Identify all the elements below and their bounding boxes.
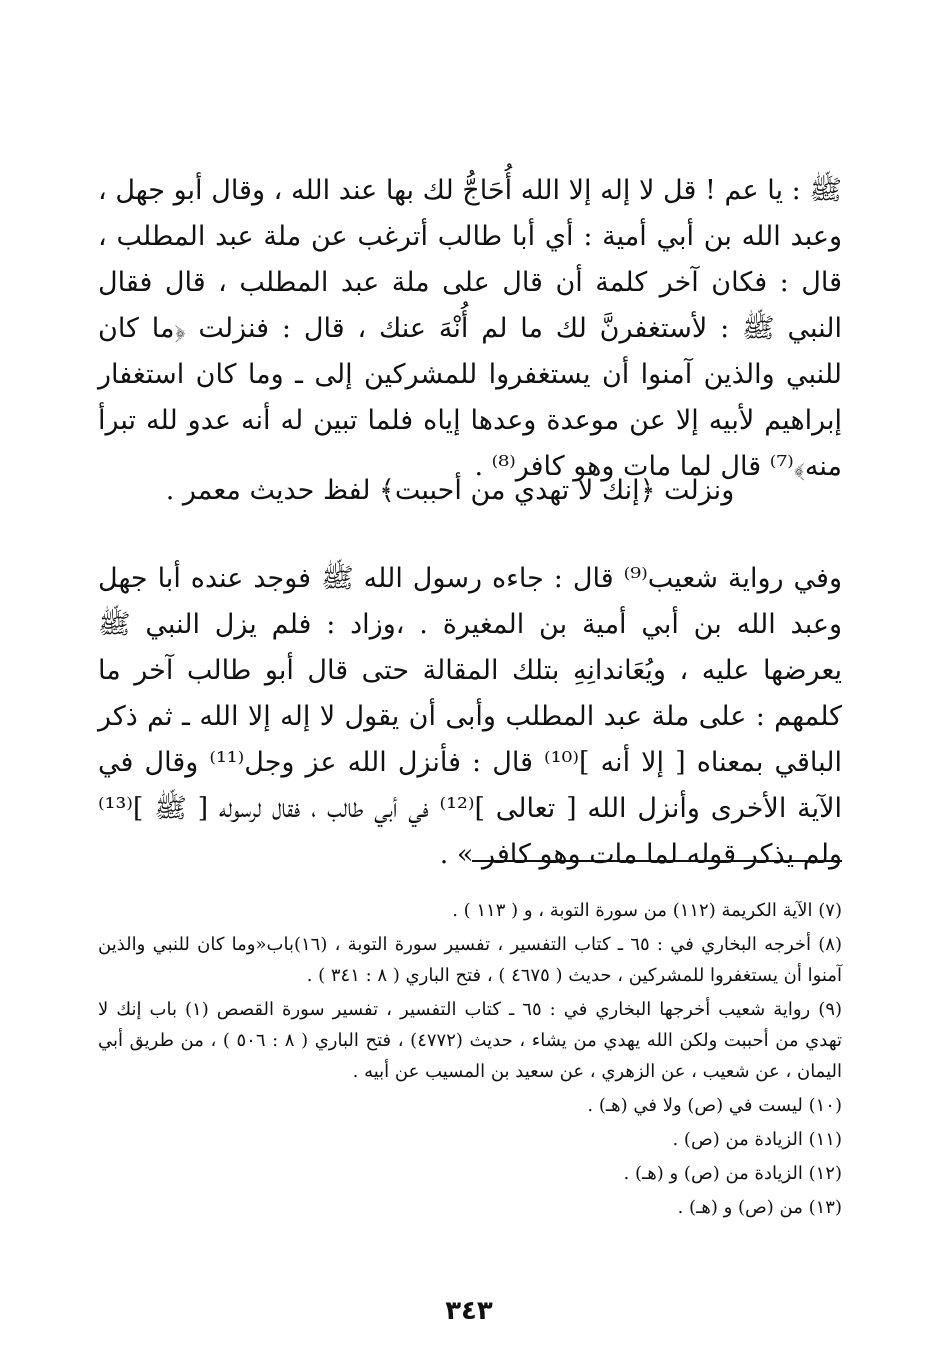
main-paragraph-2 xyxy=(98,468,842,514)
footnote-divider xyxy=(472,860,842,862)
footnote-8: (٨) أخرجه البخاري في : ٦٥ ـ كتاب التفسير ، تفسير سورة التوبة ، (١٦)باب«وما كان للنبي والذين آمنوا أن يستغفروا للمشركين ، حديث ( ٤٦٧٥ ) ، فتح الباري ( ٨ : ٣٤١ ) . xyxy=(98,934,842,986)
paragraph-text: ونزلت ﴿إنك لا تهدي من أحببت﴾ لفظ حديث معمر . xyxy=(165,475,735,506)
paragraph-text: وفي رواية شعيب⁽⁹⁾ قال : جاءه رسول الله ﷺ فوجد عنده أبا جهل وعبد الله بن أبي أمية بن المغيرة . ،وزاد : فلم يزل النبي ﷺ يعرضها عليه ، ويُعَاندانِهِ بتلك المقالة حتى قال أبو طالب آخر ما كلمهم : على ملة عبد المطلب وأبى أن يقول لا إله إلا الله ـ ثم ذكر الباقي بمعناه [ إلا أنه ]⁽¹⁰⁾ قال : فأنزل الله عز وجل⁽¹¹⁾ وقال في الآية الأخرى وأنزل الله [ تعالى ]⁽¹²⁾ في أبي طالب ، فقال لرسوله [ ﷺ ]⁽¹³⁾ ولم يذكر قوله لما مات وهو كافر » . xyxy=(98,563,843,870)
footnote-10: (١٠) ليست في (ص) ولا في (هـ) . xyxy=(587,1095,842,1116)
main-paragraph-3 xyxy=(98,556,842,878)
page-number: ٣٤٣ xyxy=(445,1296,493,1326)
footnotes xyxy=(98,895,842,1226)
footnote-9: (٩) رواية شعيب أخرجها البخاري في : ٦٥ ـ كتاب التفسير ، تفسير سورة القصص (١) باب إنك لا تهدي من أحببت ولكن الله يهدي من يشاء ، حديث (٤٧٧٢) ، فتح الباري ( ٨ : ٥٠٦ ) ، من طريق أبي اليمان ، عن شعيب ، عن الزهري ، عن سعيد بن المسيب عن أبيه . xyxy=(98,999,843,1082)
footnote-7: (٧) الآية الكريمة (١١٢) من سورة التوبة ، و ( ١١٣ ) . xyxy=(452,900,842,921)
footnote-11: (١١) الزيادة من (ص) . xyxy=(672,1129,842,1150)
footnote-12: (١٢) الزيادة من (ص) و (هـ) . xyxy=(623,1163,842,1184)
footnote-13: (١٣) من (ص) و (هـ) . xyxy=(677,1197,842,1218)
paragraph-text: ﷺ : يا عم ! قل لا إله إلا الله أُحَاجُّ لك بها عند الله ، وقال أبو جهل ، وعبد الله بن أبي أمية : أي أبا طالب أترغب عن ملة عبد المطلب ، قال : فكان آخر كلمة أن قال على ملة عبد المطلب ، قال فقال النبي ﷺ : لأستغفرنَّ لك ما لم أُنْهَ عنك ، قال : فنزلت ﴿ما كان للنبي والذين آمنوا أن يستغفروا للمشركين إلى ـ وما كان استغفار إبراهيم لأبيه إلا عن موعدة وعدها إياه فلما تبين له أنه عدو لله تبرأ منه﴾⁽⁷⁾ قال لما مات وهو كافر⁽⁸⁾ . xyxy=(98,175,842,482)
main-paragraph-1 xyxy=(98,168,842,490)
